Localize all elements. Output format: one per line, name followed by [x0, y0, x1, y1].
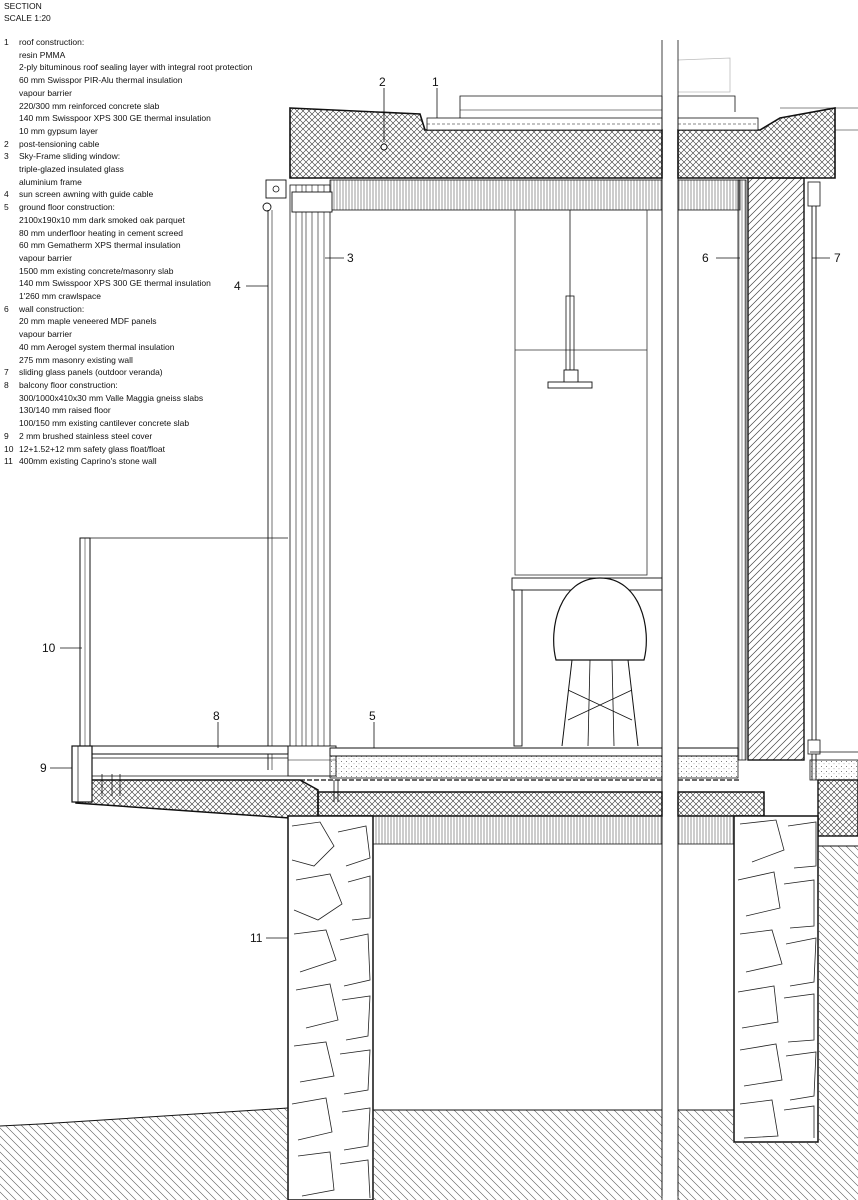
legend-item [4, 36, 252, 138]
legend-line: 80 mm underfloor heating in cement screed [19, 227, 183, 238]
terrain [0, 846, 858, 1200]
legend-line: 2 mm brushed stainless steel cover [19, 430, 153, 441]
legend-item [4, 188, 252, 201]
legend-line: 100/150 mm existing cantilever concrete slab [19, 418, 190, 429]
legend-line: 2100x190x10 mm dark smoked oak parquet [19, 214, 185, 225]
legend-number: 2 [4, 138, 9, 149]
legend-line: 60 mm Gematherm XPS thermal insulation [19, 240, 181, 251]
callout-5: 5 [369, 709, 376, 723]
legend-line: Sky-Frame sliding window: [19, 151, 121, 162]
drawing-title: SECTION [4, 1, 42, 11]
balcony [72, 538, 288, 802]
interior-elevation [512, 210, 662, 746]
legend-line: resin PMMA [19, 49, 66, 60]
legend-number: 4 [4, 189, 9, 200]
legend-line: 10 mm gypsum layer [19, 125, 98, 136]
legend-line: balcony floor construction: [19, 379, 118, 390]
title-block [4, 0, 51, 24]
callout-7: 7 [834, 251, 841, 265]
legend-line: 400mm existing Caprino's stone wall [19, 456, 157, 467]
legend-line: vapour barrier [19, 252, 72, 263]
callout-1: 1 [432, 75, 439, 89]
drawing-scale: SCALE 1:20 [4, 13, 51, 23]
legend-item [4, 303, 252, 367]
legend-number: 11 [4, 456, 13, 467]
callout-3: 3 [347, 251, 354, 265]
callout-8: 8 [213, 709, 220, 723]
legend-line: vapour barrier [19, 87, 72, 98]
legend-line: vapour barrier [19, 329, 72, 340]
legend-item [4, 455, 252, 468]
legend [4, 36, 252, 468]
legend-item [4, 366, 252, 379]
sky-frame-window [263, 180, 336, 776]
callout-2: 2 [379, 75, 386, 89]
legend-item [4, 443, 252, 456]
legend-line: 140 mm Swisspoor XPS 300 GE thermal insulation [19, 113, 211, 124]
legend-line: 300/1000x410x30 mm Valle Maggia gneiss slabs [19, 392, 204, 403]
legend-item [4, 430, 252, 443]
legend-line: 130/140 mm raised floor [19, 405, 111, 416]
legend-number: 10 [4, 443, 14, 454]
legend-number: 6 [4, 303, 9, 314]
legend-number: 8 [4, 379, 9, 390]
legend-line: 140 mm Swisspoor XPS 300 GE thermal insulation [19, 278, 211, 289]
legend-line: sun screen awning with guide cable [19, 189, 154, 200]
legend-item [4, 379, 252, 430]
callout-9: 9 [40, 761, 47, 775]
legend-line: 2-ply bituminous roof sealing layer with integral root protection [19, 62, 253, 73]
legend-number: 7 [4, 367, 9, 378]
legend-line: aluminium frame [19, 176, 82, 187]
legend-number: 1 [4, 37, 9, 47]
legend-line: ground floor construction: [19, 202, 115, 213]
callout-11: 11 [250, 931, 263, 945]
legend-line: 12+1.52+12 mm safety glass float/float [19, 443, 166, 454]
legend-item [4, 201, 252, 303]
legend-item [4, 150, 252, 188]
legend-line: triple-glazed insulated glass [19, 164, 124, 175]
legend-line: 275 mm masonry existing wall [19, 354, 133, 365]
legend-line: 1500 mm existing concrete/masonry slab [19, 265, 174, 276]
legend-line: 1'260 mm crawlspace [19, 291, 101, 302]
legend-line: 40 mm Aerogel system thermal insulation [19, 341, 175, 352]
legend-number: 5 [4, 202, 9, 213]
legend-line: 60 mm Swisspor PIR-Alu thermal insulation [19, 75, 183, 86]
legend-line: sliding glass panels (outdoor veranda) [19, 367, 163, 378]
callout-10: 10 [42, 641, 56, 655]
legend-line: roof construction: [19, 37, 85, 47]
legend-line: wall construction: [19, 303, 85, 314]
legend-line: 20 mm maple veneered MDF panels [19, 316, 157, 327]
right-wall [738, 178, 820, 780]
legend-number: 9 [4, 430, 9, 441]
legend-line: 220/300 mm reinforced concrete slab [19, 100, 160, 111]
legend-number: 3 [4, 151, 9, 162]
callout-6: 6 [702, 251, 709, 265]
callout-4: 4 [234, 279, 241, 293]
legend-line: post-tensioning cable [19, 138, 100, 149]
legend-item [4, 138, 252, 151]
